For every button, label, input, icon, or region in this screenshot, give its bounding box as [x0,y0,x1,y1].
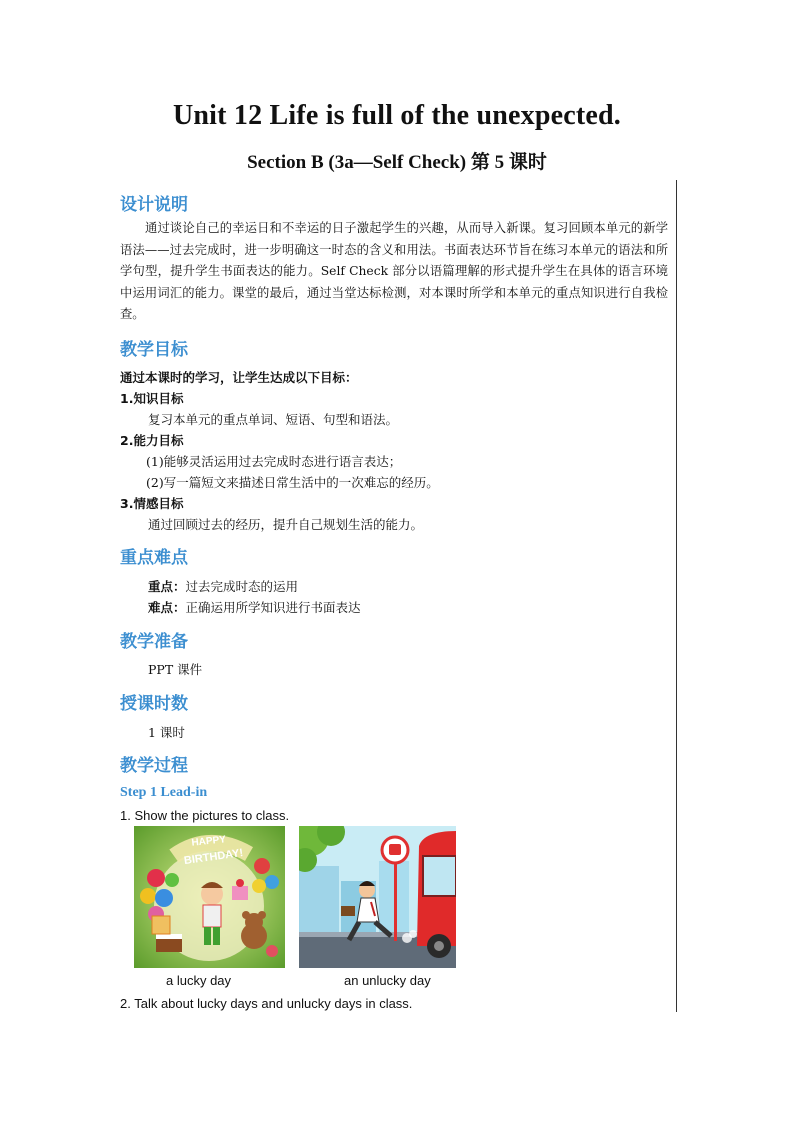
goal2-item1: (1)能够灵活运用过去完成时态进行语言表达； [146,454,402,469]
step1-line1: 1. Show the pictures to class. [120,808,290,823]
difficulty-point [148,597,361,618]
svg-text:HAPPY: HAPPY [191,834,227,849]
svg-text:BIRTHDAY!: BIRTHDAY! [183,846,244,868]
step1-line2: 2. Talk about lucky days and unlucky days in class. [120,996,413,1011]
design-heading: 设计说明 [120,195,188,215]
section-subtitle: Section B (3a—Self Check) 第 5 课时 [247,152,547,173]
lucky-day-picture [134,826,285,968]
key-heading: 重点难点 [120,548,188,568]
key-point [148,576,298,597]
prep-heading: 教学准备 [120,632,188,652]
process-heading: 教学过程 [120,756,188,776]
difficulty-label: 难点： [148,600,186,615]
goal2-item2: (2)写一篇短文来描述日常生活中的一次难忘的经历。 [146,475,439,490]
goals-intro: 通过本课时的学习，让学生达成以下目标： [120,370,358,385]
goal2-title: 2.能力目标 [120,433,184,448]
goals-heading: 教学目标 [120,340,188,360]
goal1-title: 1.知识目标 [120,391,184,406]
goal3-text: 通过回顾过去的经历，提升自己规划生活的能力。 [148,517,424,532]
goal3-title: 3.情感目标 [120,496,184,511]
table-border-line [676,180,677,1012]
time-heading: 授课时数 [120,694,188,714]
unlucky-day-picture [299,826,456,968]
prep-text: PPT 课件 [148,662,203,677]
caption-lucky-day: a lucky day [166,973,232,988]
key-label: 重点： [148,579,186,594]
goal1-text: 复习本单元的重点单词、短语、句型和语法。 [148,412,399,427]
step1-title: Step 1 Lead-in [120,785,208,800]
design-paragraph: 通过谈论自己的幸运日和不幸运的日子激起学生的兴趣，从而导入新课。复习回顾本单元的新学语法——过去完成时，进一步明确这一时态的含义和用法。书面表达环节旨在练习本单元的语法和所学句型，提升学生书面表达的能力。Self Check 部分以语篇理解的形式提升学生在具体的语言环境中运用词汇的能力。课堂的最后，通过当堂达标检测，对本课时所学和本单元的重点知识进行自我检查。 [120,221,668,322]
difficulty-text: 正确运用所学知识进行书面表达 [185,600,361,615]
unit-title: Unit 12 Life is full of the unexpected. [172,100,621,131]
caption-unlucky-day: an unlucky day [344,973,431,988]
time-text: 1 课时 [148,725,185,740]
key-text: 过去完成时态的运用 [185,579,299,594]
